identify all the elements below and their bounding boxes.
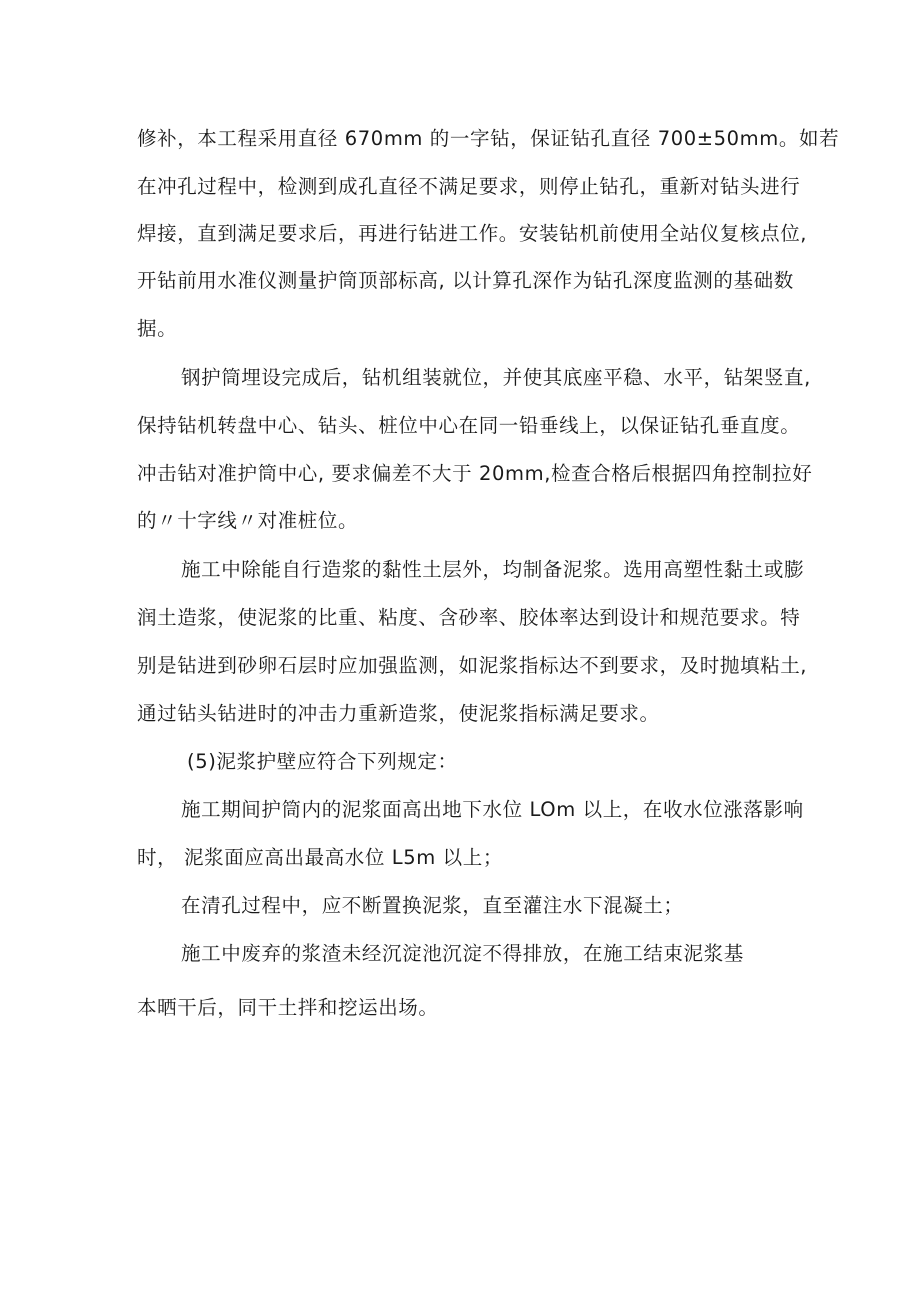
paragraph-line: 在冲孔过程中，检测到成孔直径不满足要求，则停止钻孔，重新对钻头进行	[137, 175, 801, 198]
paragraph-line: 焊接，直到满足要求后，再进行钻进工作。安装钻机前使用全站仪复核点位,	[137, 222, 808, 245]
paragraph-line: 在清孔过程中，应不断置换泥浆，直至灌注水下混凝土；	[181, 894, 684, 917]
paragraph-line: 通过钻头钻进时的冲击力重新造浆，使泥浆指标满足要求。	[137, 702, 660, 725]
paragraph-line: 润土造浆，使泥浆的比重、粘度、含砂率、胶体率达到设计和规范要求。特	[137, 606, 801, 629]
paragraph-line: 开钻前用水准仪测量护筒顶部标高, 以计算孔深作为钻孔深度监测的基础数	[137, 269, 794, 292]
paragraph-line: 保持钻机转盘中心、钻头、桩位中心在同一铅垂线上，以保证钻孔垂直度。	[137, 414, 801, 437]
paragraph-line: 冲击钻对准护筒中心, 要求偏差不大于 20mm,检查合格后根据四角控制拉好	[137, 462, 813, 485]
section-heading: (5)泥浆护壁应符合下列规定：	[187, 750, 458, 773]
paragraph-line: 施工中废弃的浆渣未经沉淀池沉淀不得排放，在施工结束泥浆基	[181, 942, 744, 965]
paragraph-line: 施工中除能自行造浆的黏性土层外，均制备泥浆。选用高塑性黏土或膨	[181, 558, 805, 581]
paragraph-line: 本晒干后，同干土拌和挖运出场。	[137, 996, 439, 1019]
paragraph-line: 时， 泥浆面应高出最高水位 L5m 以上；	[137, 846, 503, 869]
paragraph-line: 钢护筒埋设完成后，钻机组装就位，并使其底座平稳、水平，钻架竖直,	[181, 366, 811, 389]
paragraph-line: 别是钻进到砂卵石层时应加强监测，如泥浆指标达不到要求，及时抛填粘土,	[137, 654, 808, 677]
paragraph-line: 修补，本工程采用直径 670mm 的一字钻，保证钻孔直径 700±50mm。如若	[137, 127, 840, 150]
paragraph-line: 据。	[137, 317, 178, 340]
paragraph-line: 施工期间护筒内的泥浆面高出地下水位 LOm 以上，在收水位涨落影响	[181, 798, 804, 821]
paragraph-line: 的〃十字线〃对准桩位。	[137, 509, 359, 532]
